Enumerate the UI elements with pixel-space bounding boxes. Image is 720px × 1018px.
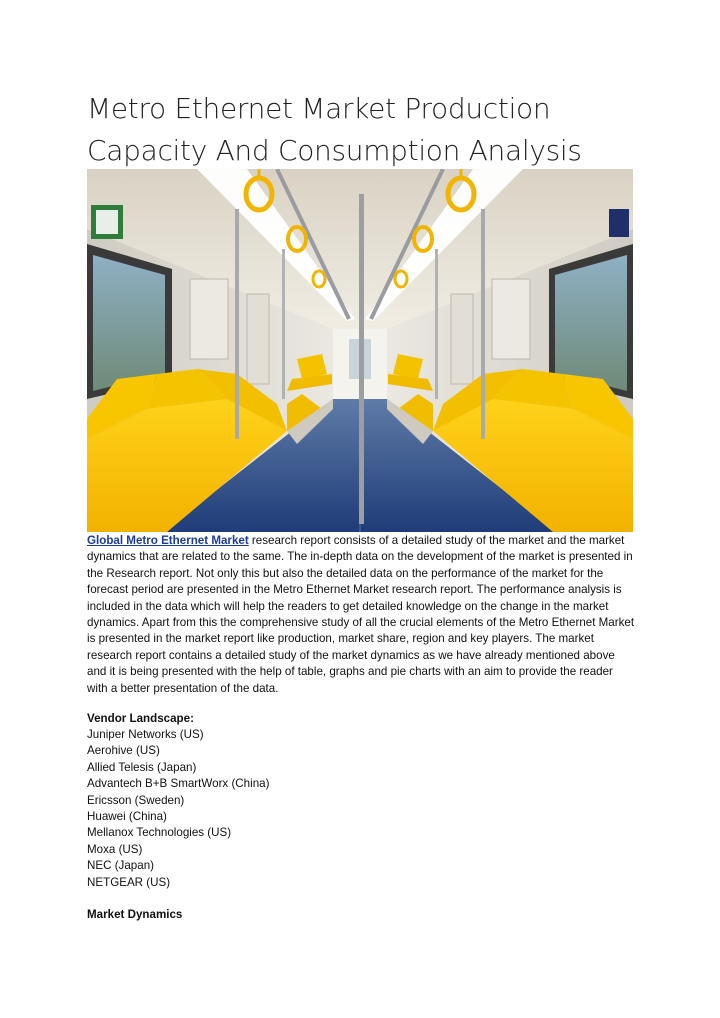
intro-text: research report consists of a detailed study of the market and the market dynamics that are related to the same. The in-depth data on the development of the market is presented in the Research report. Not only this but also the detailed data on the performance of the market for the forecast period are presented in the Metro Ethernet Market research report. The performance analysis is included in the data which will help the readers to get detailed knowledge on the change in the market dynamics. Apart from this the comprehensive study of all the crucial elements of the Metro Ethernet Market is presented in the market report like production, market share, region and key players. The market research report contains a detailed study of the market dynamics as we have already mentioned above and it is being presented with the help of table, graphs and pie charts with an aim to provide the reader with a better presentation of the data. <box>87 534 635 695</box>
list-item: Juniper Networks (US) <box>87 728 204 741</box>
list-item: Aerohive (US) <box>87 744 160 758</box>
list-item: Moxa (US) <box>87 842 143 856</box>
list-item: Ericsson (Sweden) <box>87 793 185 807</box>
list-item: Mellanox Technologies (US) <box>87 826 232 840</box>
list-item: NEC (Japan) <box>87 859 155 873</box>
list-item: NETGEAR (US) <box>87 875 171 889</box>
metro-train-interior-image <box>87 169 633 532</box>
vendor-list <box>87 727 269 891</box>
vendor-landscape-heading: Vendor Landscape: <box>87 712 194 725</box>
list-item: Allied Telesis (Japan) <box>87 760 197 774</box>
list-item: Advantech B+B SmartWorx (China) <box>87 777 270 791</box>
intro-paragraph <box>87 533 635 697</box>
market-report-link[interactable]: Global Metro Ethernet Market <box>87 534 249 547</box>
page-title: Metro Ethernet Market Production Capacity And Consumption Analysis <box>87 92 582 167</box>
market-dynamics-heading: Market Dynamics <box>87 908 183 921</box>
list-item: Huawei (China) <box>87 810 167 824</box>
